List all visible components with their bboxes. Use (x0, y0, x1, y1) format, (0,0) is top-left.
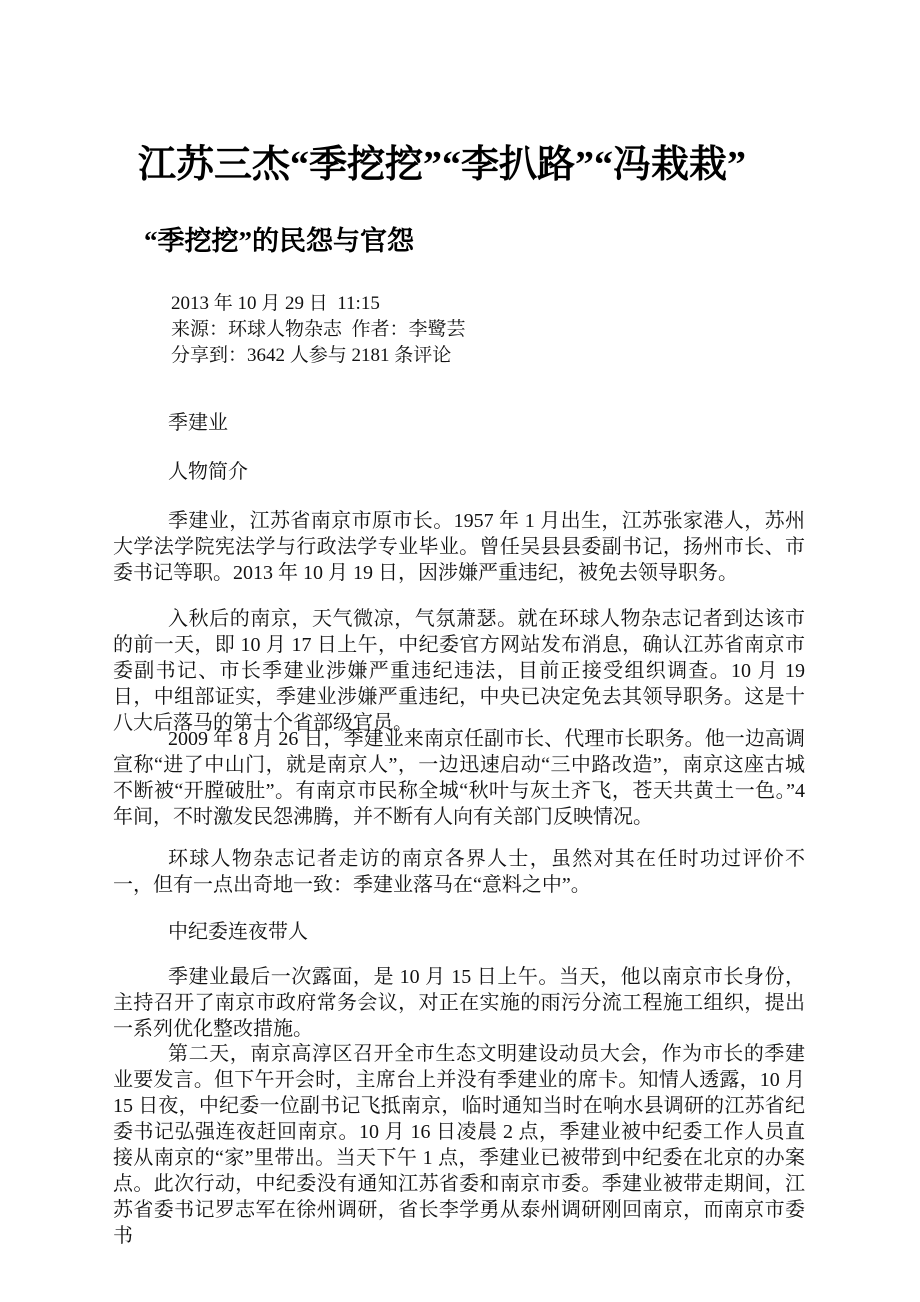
paragraph: 季建业最后一次露面，是 10 月 15 日上午。当天，他以南京市长身份，主持召开了南京市政府常务会议，对正在实施的雨污分流工程施工组织，提出一系列优化整改措施。 (113, 966, 805, 1040)
publish-datetime: 2013 年 10 月 29 日 11:15 (171, 293, 380, 314)
article-meta (171, 291, 811, 369)
source-author-line: 来源：环球人物杂志 作者：李鹭芸 (171, 319, 466, 340)
paragraph: 2009 年 8 月 26 日，季建业来南京任副市长、代理市长职务。他一边高调宣称“进了中山门，就是南京人”，一边迅速启动“三中路改造”，南京这座古城不断被“开膛破肚”。有南京市民称全城“秋叶与灰土齐飞，苍天共黄土一色。”4 年间，不时激发民怨沸腾，并不断有人向有关部门反映情况。 (113, 728, 805, 828)
intro-heading: 人物简介 (168, 461, 248, 483)
document-title: 江苏三杰“季挖挖”“李扒路”“冯栽栽” (138, 144, 747, 186)
paragraph: 季建业，江苏省南京市原市长。1957 年 1 月出生，江苏张家港人，苏州大学法学院宪法学与行政法学专业毕业。曾任吴县县委副书记，扬州市长、市委书记等职。2013 年 10 月 19 日，因涉嫌严重违纪，被免去领导职务。 (113, 510, 805, 584)
section-subheading: 中纪委连夜带人 (168, 921, 308, 943)
paragraph: 入秋后的南京，天气微凉，气氛萧瑟。就在环球人物杂志记者到达该市的前一天，即 10 月 17 日上午，中纪委官方网站发布消息，确认江苏省南京市委副书记、市长季建业涉嫌严重违纪违法，目前正接受组织调查。10 月 19 日，中组部证实，季建业涉嫌严重违纪，中央已决定免去其领导职务。这是十八大后落马的第十个省部级官员。 (113, 608, 805, 734)
section-title: “季挖挖”的民怨与官怨 (144, 226, 414, 256)
paragraph: 环球人物杂志记者走访的南京各界人士，虽然对其在任时功过评价不一，但有一点出奇地一致：季建业落马在“意料之中”。 (113, 848, 805, 896)
share-stats-line: 分享到：3642 人参与 2181 条评论 (171, 345, 452, 366)
caption-line: 季建业 (168, 412, 228, 434)
paragraph: 第二天，南京高淳区召开全市生态文明建设动员大会，作为市长的季建业要发言。但下午开会时，主席台上并没有季建业的席卡。知情人透露，10 月 15 日夜，中纪委一位副书记飞抵南京，临时通知当时在响水县调研的江苏省纪委书记弘强连夜赶回南京。10 月 16 日凌晨 2 点，季建业被中纪委工作人员直接从南京的“家”里带出。当天下午 1 点，季建业已被带到中纪委在北京的办案点。此次行动，中纪委没有通知江苏省委和南京市委。季建业被带走期间，江苏省委书记罗志军在徐州调研，省长李学勇从泰州调研刚回南京，而南京市委书 (113, 1043, 805, 1247)
